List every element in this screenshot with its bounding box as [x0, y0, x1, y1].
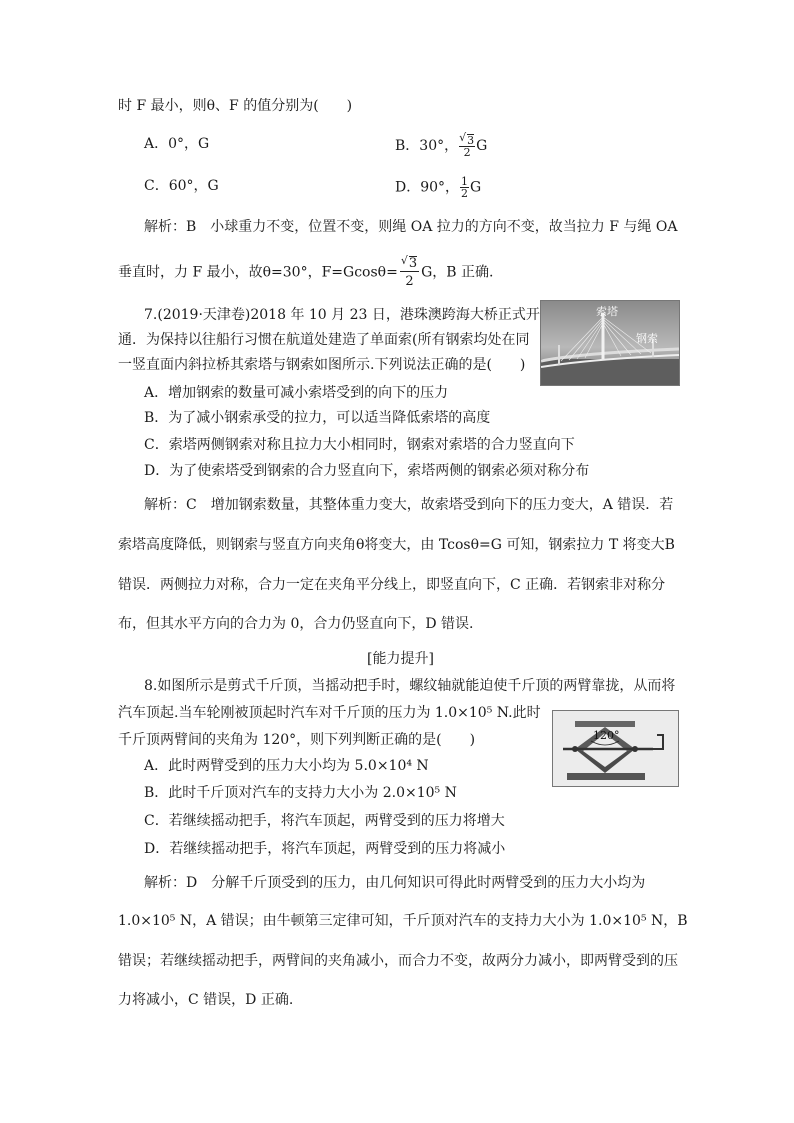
q7-stem-line2: 通．为保持以往船行习惯在航道处建造了单面索(所有钢索均处在同 [118, 332, 530, 348]
q8-analysis-line1: 解析：D 分解千斤顶受到的压力，由几何知识可得此时两臂受到的压力大小均为 [144, 875, 646, 891]
q7-analysis-line2: 索塔高度降低，则钢索与竖直方向夹角θ将变大，由 Tcosθ=G 可知，钢索拉力 T 将变大B [118, 537, 675, 553]
q8-stem-line2: 汽车顶起.当车轮刚被顶起时汽车对千斤顶的压力为 1.0×10⁵ N.此时 [118, 705, 541, 721]
q7-option-a: A．增加钢索的数量可减小索塔受到的向下的压力 [144, 385, 449, 401]
q7-analysis-line1: 解析：C 增加钢索数量，其整体重力变大，故索塔受到向下的压力变大，A 错误．若 [144, 497, 674, 513]
q7-analysis-line3: 错误．两侧拉力对称，合力一定在夹角平分线上，即竖直向下，C 正确．若钢索非对称分 [118, 577, 666, 593]
q6-analysis-line1: 解析：B 小球重力不变，位置不变，则绳 OA 拉力的方向不变，故当拉力 F 与绳 OA [144, 219, 678, 235]
q6-option-b: B．30°， √ $\frac{3}{2}$ G [395, 134, 487, 158]
q7-stem-line3: 一竖直面内斜拉桥其索塔与钢索如图所示.下列说法正确的是( ) [118, 357, 526, 373]
jack-photo [552, 710, 679, 787]
q8-option-c: C．若继续摇动把手，将汽车顶起，两臂受到的压力将增大 [144, 813, 505, 829]
section-header: [能力提升] [367, 651, 434, 667]
label-tower: 索塔 [596, 305, 618, 318]
q6-option-d: D．90°， $\frac{1}{2}$ G [395, 175, 482, 200]
q7-analysis-line4: 布，但其水平方向的合力为 0，合力仍竖直向下，D 错误. [118, 616, 474, 632]
q8-option-d: D．若继续摇动把手，将汽车顶起，两臂受到的压力将减小 [144, 841, 506, 857]
q7-option-d: D．为了使索塔受到钢索的合力竖直向下，索塔两侧的钢索必须对称分布 [144, 463, 590, 479]
q7-stem-line1: 7.(2019·天津卷)2018 年 10 月 23 日，港珠澳跨海大桥正式开 [144, 307, 540, 323]
q8-analysis-line4: 力将减小，C 错误，D 正确. [118, 992, 294, 1008]
q7-option-c: C．索塔两侧钢索对称且拉力大小相同时，钢索对索塔的合力竖直向下 [144, 437, 575, 453]
q6-analysis-line2: 垂直时，力 F 最小，故θ=30°，F=Gcosθ= √ $\frac{3}{2}$ G，B 正确. [118, 256, 494, 289]
q8-analysis-line3: 错误；若继续摇动把手，两臂间的夹角减小，而合力不变，故两分力减小，即两臂受到的压 [118, 953, 678, 969]
label-cable: 钢索 [636, 332, 658, 345]
q8-stem-line1: 8.如图所示是剪式千斤顶，当摇动把手时，螺纹轴就能迫使千斤顶的两臂靠拢，从而将 [144, 678, 676, 694]
bridge-photo [540, 300, 680, 386]
q8-stem-line3: 千斤顶两臂间的夹角为 120°，则下列判断正确的是( ) [118, 732, 476, 748]
q8-option-b: B．此时千斤顶对汽车的支持力大小为 2.0×10⁵ N [144, 785, 457, 801]
scissor-jack-illustration [553, 711, 678, 786]
angle-label: 120° [593, 729, 620, 742]
q6-option-a: A．0°，G [144, 136, 210, 152]
q6-stem-end: 时 F 最小，则θ、F 的值分别为( ) [118, 98, 353, 114]
q8-option-a: A．此时两臂受到的压力大小均为 5.0×10⁴ N [144, 758, 429, 774]
q6-option-c: C．60°，G [144, 178, 219, 194]
q8-analysis-line2: 1.0×10⁵ N，A 错误；由牛顿第三定律可知，千斤顶对汽车的支持力大小为 1.0×10⁵ N，B [118, 913, 688, 929]
q7-option-b: B．为了减小钢索承受的拉力，可以适当降低索塔的高度 [144, 410, 491, 426]
